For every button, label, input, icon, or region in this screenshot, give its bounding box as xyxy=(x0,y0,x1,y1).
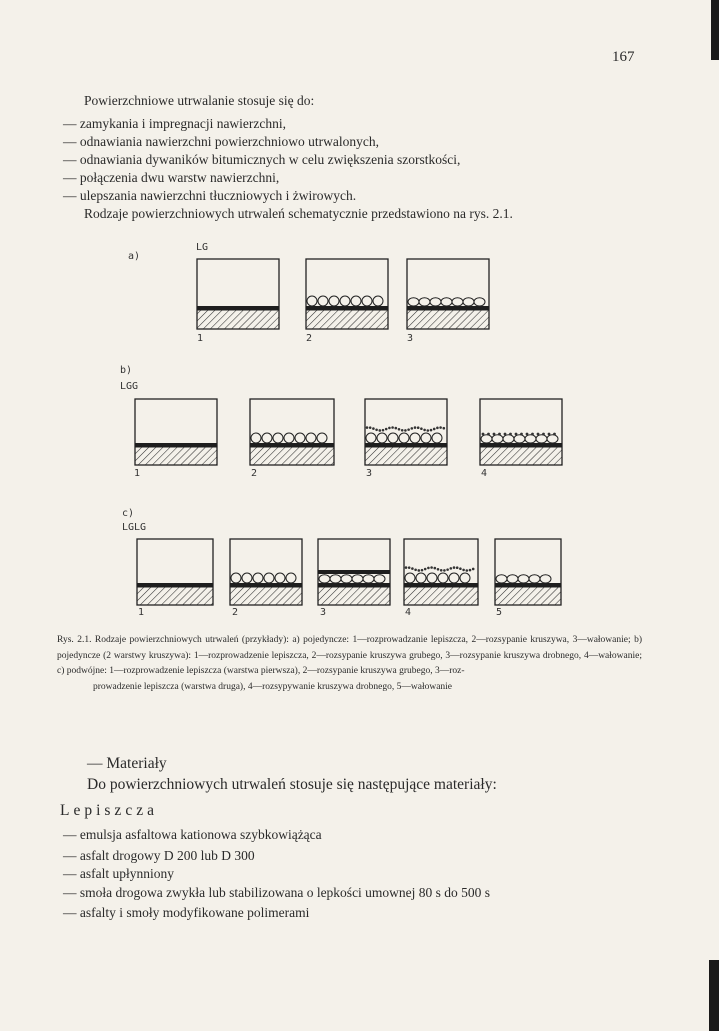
fine-grain xyxy=(408,566,411,569)
panel-c3 xyxy=(317,538,391,606)
panel-b3-number: 3 xyxy=(366,468,373,479)
fine-grain xyxy=(439,426,442,429)
group-c-code: LGLG xyxy=(122,522,147,533)
fine-grain xyxy=(456,566,459,569)
panel-c2-number: 2 xyxy=(232,607,239,618)
fine-grain xyxy=(375,429,378,432)
panel-b1 xyxy=(134,398,218,466)
coarse-stone xyxy=(286,573,296,583)
panel-c1 xyxy=(136,538,214,606)
coarse-stone xyxy=(307,296,317,306)
fine-grain xyxy=(469,569,472,572)
coarse-stone xyxy=(438,573,448,583)
fine-grain xyxy=(427,429,430,432)
fine-grain xyxy=(548,433,551,436)
fine-grain xyxy=(430,566,433,569)
rolled-stone xyxy=(374,575,385,583)
coarse-stone xyxy=(377,433,387,443)
rolled-stone xyxy=(363,575,374,583)
fine-grain xyxy=(421,569,424,572)
fine-grain xyxy=(531,433,534,436)
fine-grain xyxy=(440,569,443,572)
base-layer xyxy=(404,587,478,605)
scan-edge-bottom xyxy=(709,960,719,1031)
rolled-stone xyxy=(452,298,463,306)
fine-grain xyxy=(414,569,417,572)
rolled-stone xyxy=(507,575,518,583)
coarse-stone xyxy=(284,433,294,443)
fine-grain xyxy=(424,568,427,571)
group-c-letter: c) xyxy=(122,508,135,519)
fine-grain xyxy=(493,433,496,436)
base-layer xyxy=(230,587,302,605)
coarse-stone xyxy=(432,433,442,443)
coarse-stone xyxy=(340,296,350,306)
rolled-stone xyxy=(419,298,430,306)
rolled-stone xyxy=(496,575,507,583)
panel-c2 xyxy=(229,538,303,606)
fine-grain xyxy=(437,568,440,571)
fine-grain xyxy=(427,567,430,570)
panel-a2-number: 2 xyxy=(306,333,313,344)
coarse-stone xyxy=(318,296,328,306)
rolled-stone xyxy=(525,435,536,443)
fine-grain xyxy=(537,433,540,436)
rolled-stone xyxy=(330,575,341,583)
binder-layer xyxy=(407,306,489,310)
panel-a1 xyxy=(196,258,280,330)
group-b-code: LGG xyxy=(120,381,139,392)
coarse-stone xyxy=(449,573,459,583)
coarse-stone xyxy=(373,296,383,306)
intro-closing: Rodzaje powierzchniowych utrwaleń schematycznie przedstawiono na rys. 2.1. xyxy=(84,206,513,221)
fine-grain xyxy=(553,433,556,436)
panel-a1-number: 1 xyxy=(197,333,204,344)
panel-a2 xyxy=(305,258,389,330)
panel-b4-number: 4 xyxy=(481,468,488,479)
fine-grain xyxy=(446,568,449,571)
intro-lead: Powierzchniowe utrwalanie stosuje się do: xyxy=(84,93,315,108)
lepiszcza-item-1: — emulsja asfaltowa kationowa szybkowiążąca xyxy=(63,827,322,842)
intro-item-4: — połączenia dwu warstw nawierzchni, xyxy=(63,170,280,185)
coarse-stone xyxy=(388,433,398,443)
coarse-stone xyxy=(253,573,263,583)
fine-grain xyxy=(404,429,407,432)
coarse-stone xyxy=(262,433,272,443)
binder-layer xyxy=(318,583,390,587)
panel-b3 xyxy=(364,398,448,466)
fine-grain xyxy=(434,567,437,570)
coarse-stone xyxy=(427,573,437,583)
fine-grain xyxy=(450,567,453,570)
binder-layer xyxy=(365,443,447,447)
coarse-stone xyxy=(351,296,361,306)
coarse-stone xyxy=(362,296,372,306)
caption-last-line: prowadzenie lepiszcza (warstwa druga), 4—rozsypywanie kruszywa drobnego, 5—wałowanie xyxy=(93,681,453,692)
rolled-stone xyxy=(529,575,540,583)
coarse-stone xyxy=(399,433,409,443)
fine-grain xyxy=(482,433,485,436)
fine-grain xyxy=(462,569,465,572)
intro-item-2: — odnawiania nawierzchni powierzchniowo utrwalonych, xyxy=(63,134,380,149)
fine-grain xyxy=(459,567,462,570)
panel-a3-number: 3 xyxy=(407,333,414,344)
base-layer xyxy=(137,587,213,605)
coarse-stone xyxy=(317,433,327,443)
fine-grain xyxy=(388,427,391,430)
fine-grain xyxy=(466,569,469,572)
rolled-stone xyxy=(474,298,485,306)
materials-lead: Do powierzchniowych utrwaleń stosuje się następujące materiały: xyxy=(87,776,497,793)
intro-item-1: — zamykania i impregnacji nawierzchni, xyxy=(63,116,287,131)
base-layer xyxy=(365,447,447,465)
figure-caption xyxy=(57,633,642,695)
lepiszcza-item-4: — smoła drogowa zwykła lub stabilizowana o lepkości umownej 80 s do 500 s xyxy=(63,885,491,900)
fine-grain xyxy=(395,427,398,430)
coarse-stone xyxy=(366,433,376,443)
panel-b2 xyxy=(249,398,335,466)
rolled-stone xyxy=(352,575,363,583)
coarse-stone xyxy=(273,433,283,443)
rolled-stone xyxy=(540,575,551,583)
fine-grain xyxy=(407,428,410,431)
fine-grain xyxy=(411,567,414,570)
coarse-stone xyxy=(295,433,305,443)
group-a-letter: a) xyxy=(128,251,141,262)
rolled-stone xyxy=(341,575,352,583)
fine-grain xyxy=(385,428,388,431)
fine-grain xyxy=(443,427,446,430)
panel-b1-number: 1 xyxy=(134,468,141,479)
coarse-stone xyxy=(231,573,241,583)
fine-grain xyxy=(504,433,507,436)
fine-grain xyxy=(418,569,421,572)
fine-grain xyxy=(453,566,456,569)
group-a-code: LG xyxy=(196,242,209,253)
caption-main: Rys. 2.1. Rodzaje powierzchniowych utrwaleń (przykłady): a) pojedyncze: 1—rozprowadzanie lepiszcza, 2—rozsypanie kruszywa, 3—wałowanie; b) pojedyncze (2 warstwy kruszywa): 1—rozprowadzenie lepiszcza, 2—rozsypanie kruszywa grubego, 3—rozsypanie kruszywa drobnego, 4—wałowanie; c) podwójne: 1—rozprowadzenie lepiszcza (warstwa pierwsza), 2—rozsypanie kruszywa grubego, 3—roz- xyxy=(57,635,642,676)
binder-layer xyxy=(135,443,217,447)
rolled-stone xyxy=(319,575,330,583)
base-layer xyxy=(407,310,489,329)
panel-a3 xyxy=(406,258,490,330)
rolled-stone xyxy=(518,575,529,583)
binder-layer xyxy=(306,306,388,310)
fine-grain xyxy=(433,428,436,431)
base-layer xyxy=(250,447,334,465)
lepiszcza-item-2: — asfalt drogowy D 200 lub D 300 xyxy=(63,848,255,863)
fine-grain xyxy=(526,433,529,436)
fine-grain xyxy=(372,427,375,430)
coarse-stone xyxy=(405,573,415,583)
fine-grain xyxy=(542,433,545,436)
rolled-stone xyxy=(481,435,492,443)
fine-grain xyxy=(423,429,426,432)
rolled-stone xyxy=(536,435,547,443)
panel-c1-number: 1 xyxy=(138,607,145,618)
coarse-stone xyxy=(460,573,470,583)
fine-grain xyxy=(515,433,518,436)
fine-grain xyxy=(472,568,475,571)
fine-grain xyxy=(366,426,369,429)
binder-layer xyxy=(230,583,302,587)
coarse-stone xyxy=(421,433,431,443)
fine-grain xyxy=(443,569,446,572)
rolled-stone xyxy=(441,298,452,306)
fine-grain xyxy=(436,427,439,430)
fine-grain xyxy=(401,429,404,432)
materials-heading: — Materiały xyxy=(87,755,167,772)
panel-c5-number: 5 xyxy=(496,607,503,618)
fine-grain xyxy=(411,427,414,430)
fine-grain xyxy=(498,433,501,436)
binder-layer xyxy=(480,443,562,447)
binder-layer xyxy=(197,306,279,310)
lepiszcza-item-3: — asfalt upłynniony xyxy=(63,866,174,881)
coarse-stone xyxy=(275,573,285,583)
group-b-letter: b) xyxy=(120,365,133,376)
fine-grain xyxy=(417,426,420,429)
coarse-stone xyxy=(242,573,252,583)
lepiszcza-item-5: — asfalty i smoły modyfikowane polimerami xyxy=(63,905,310,920)
coarse-stone xyxy=(410,433,420,443)
fine-grain xyxy=(509,433,512,436)
fine-grain xyxy=(391,426,394,429)
panel-c5 xyxy=(494,538,562,606)
rolled-stone xyxy=(408,298,419,306)
coarse-stone xyxy=(306,433,316,443)
panel-c4 xyxy=(403,538,479,606)
coarse-stone xyxy=(329,296,339,306)
base-layer xyxy=(306,310,388,329)
fine-grain xyxy=(382,429,385,432)
fine-grain xyxy=(379,429,382,432)
scan-edge-top xyxy=(711,0,719,60)
lepiszcza-heading: Lepiszcza xyxy=(60,802,158,819)
fine-grain xyxy=(369,426,372,429)
binder-layer xyxy=(137,583,213,587)
coarse-stone xyxy=(251,433,261,443)
rolled-stone xyxy=(492,435,503,443)
base-layer xyxy=(318,587,390,605)
panel-b4 xyxy=(479,398,563,466)
fine-grain xyxy=(420,427,423,430)
base-layer xyxy=(197,310,279,329)
page-number: 167 xyxy=(612,49,635,65)
fine-grain xyxy=(520,433,523,436)
coarse-stone xyxy=(264,573,274,583)
binder-layer xyxy=(250,443,334,447)
panel-c4-number: 4 xyxy=(405,607,412,618)
base-layer xyxy=(495,587,561,605)
coarse-stone xyxy=(416,573,426,583)
fine-grain xyxy=(487,433,490,436)
fine-grain xyxy=(414,426,417,429)
binder-layer xyxy=(495,583,561,587)
binder-layer xyxy=(404,583,478,587)
intro-item-5: — ulepszania nawierzchni tłuczniowych i żwirowych. xyxy=(63,188,357,203)
base-layer xyxy=(135,447,217,465)
rolled-stone xyxy=(503,435,514,443)
rolled-stone xyxy=(514,435,525,443)
rolled-stone xyxy=(547,435,558,443)
rolled-stone xyxy=(430,298,441,306)
second-binder-layer xyxy=(318,570,390,574)
fine-grain xyxy=(430,429,433,432)
fine-grain xyxy=(398,428,401,431)
fine-grain xyxy=(405,566,408,569)
panel-b2-number: 2 xyxy=(251,468,258,479)
intro-item-3: — odnawiania dywaników bitumicznych w celu zwiększenia szorstkości, xyxy=(63,152,461,167)
rolled-stone xyxy=(463,298,474,306)
panel-c3-number: 3 xyxy=(320,607,327,618)
base-layer xyxy=(480,447,562,465)
